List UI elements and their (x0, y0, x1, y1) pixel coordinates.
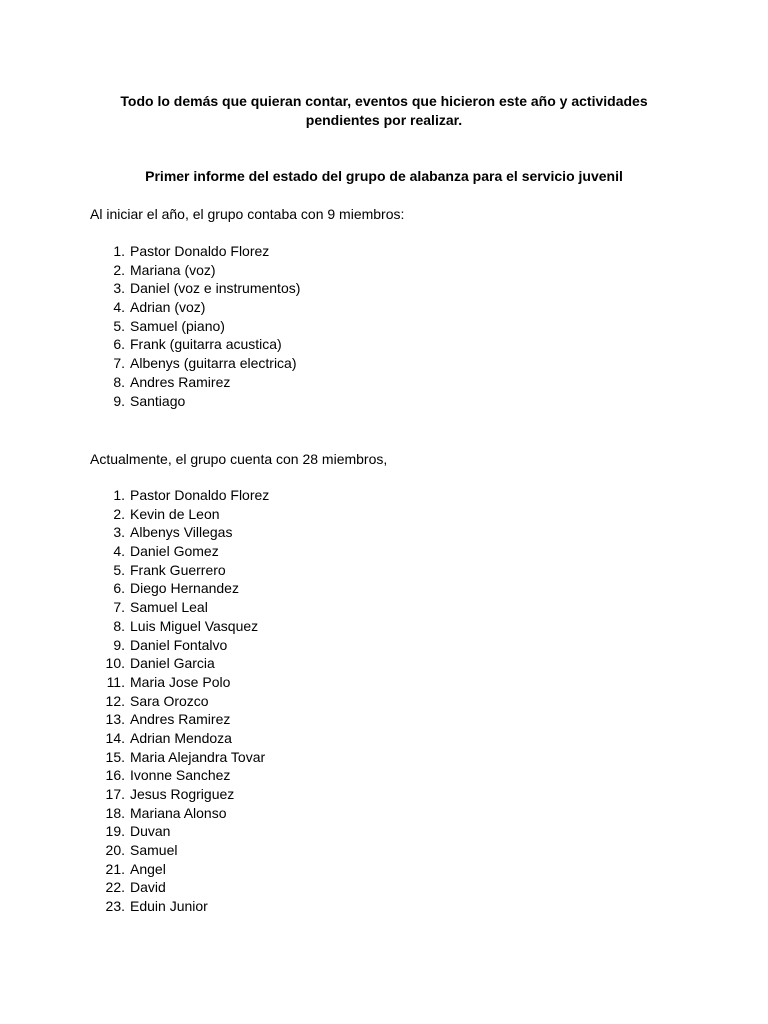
list-item-number: 11. (106, 673, 125, 690)
list-item-number: 4. (113, 299, 125, 316)
list-item-number: 13. (105, 711, 125, 728)
list-item (90, 692, 269, 711)
member-name: Albenys Villegas (130, 524, 233, 541)
list-item-number: 9. (113, 392, 125, 409)
member-name: Andres Ramirez (130, 711, 231, 728)
list-item-number: 18. (105, 804, 125, 821)
member-name: Mariana Alonso (130, 804, 227, 821)
list-item (90, 261, 300, 280)
list-item-number: 6. (113, 336, 125, 353)
list-item-number: 21. (105, 860, 125, 877)
list-item-number: 2. (113, 261, 125, 278)
member-name: Kevin de Leon (130, 505, 220, 522)
list-item (90, 279, 300, 298)
list-item (90, 897, 269, 916)
list-item-number: 20. (105, 842, 125, 859)
list-item-number: 6. (113, 580, 125, 597)
member-name: Mariana (voz) (130, 261, 216, 278)
member-name: Pastor Donaldo Florez (130, 243, 270, 259)
member-name: Santiago (130, 392, 186, 409)
member-name: Maria Jose Polo (130, 673, 231, 690)
list-item-number: 15. (105, 748, 125, 765)
list-item-number: 8. (113, 373, 125, 390)
member-name: Andres Ramirez (130, 373, 231, 390)
member-name: Jesus Rogriguez (130, 786, 235, 802)
list-item-number: 23. (105, 898, 125, 915)
list-item-number: 22. (105, 879, 125, 896)
list-item (90, 617, 269, 636)
list-item-number: 14. (105, 729, 125, 746)
list-item-number: 7. (113, 599, 125, 616)
list-item-number: 1. (113, 487, 125, 503)
list-item-number: 5. (113, 561, 125, 578)
list-item (90, 486, 269, 505)
list-item-number: 3. (113, 280, 125, 297)
list-item-number: 1. (113, 243, 125, 259)
list-item-number: 8. (113, 617, 125, 634)
member-name: Daniel Garcia (130, 655, 215, 672)
member-name: David (130, 879, 166, 896)
current-members-list (90, 486, 269, 916)
list-item (90, 505, 269, 524)
list-item-number: 17. (105, 786, 125, 802)
member-name: Luis Miguel Vasquez (130, 617, 259, 634)
member-name: Daniel (voz e instrumentos) (130, 280, 301, 297)
list-item-number: 16. (105, 767, 125, 784)
list-item (90, 373, 300, 392)
list-item (90, 542, 269, 561)
member-name: Daniel Gomez (130, 543, 219, 560)
member-name: Samuel Leal (130, 599, 208, 616)
report-title: Primer informe del estado del grupo de alabanza para el servicio juvenil (145, 168, 623, 184)
member-name: Sara Orozco (130, 692, 209, 709)
member-name: Frank (guitarra acustica) (130, 336, 282, 353)
list-item-number: 19. (105, 823, 125, 840)
list-item-number: 10. (105, 655, 125, 672)
list-item-number: 4. (113, 543, 125, 560)
list-item-number: 12. (105, 692, 125, 709)
member-name: Adrian (voz) (130, 299, 206, 316)
list-item (90, 298, 300, 317)
member-name: Eduin Junior (130, 898, 208, 915)
list-item (90, 392, 300, 411)
member-name: Samuel (130, 842, 178, 859)
intro-current-members: Actualmente, el grupo cuenta con 28 miembros, (90, 451, 388, 467)
list-item-number: 9. (113, 636, 125, 653)
member-name: Maria Alejandra Tovar (130, 748, 266, 765)
list-item (90, 729, 269, 748)
list-item (90, 860, 269, 879)
initial-members-list (90, 242, 300, 410)
list-item (90, 841, 269, 860)
list-item (90, 354, 300, 373)
list-item-number: 3. (113, 524, 125, 541)
list-item (90, 598, 269, 617)
list-item (90, 766, 269, 785)
section-heading-events: Todo lo demás que quieran contar, eventos que hicieron este año y actividades pendientes por realizar. (120, 93, 648, 128)
member-name: Albenys (guitarra electrica) (130, 355, 297, 372)
list-item (90, 822, 269, 841)
list-item (90, 804, 269, 823)
list-item (90, 878, 269, 897)
member-name: Angel (130, 860, 166, 877)
intro-initial-members: Al iniciar el año, el grupo contaba con 9 miembros: (90, 206, 405, 222)
member-name: Frank Guerrero (130, 561, 226, 578)
list-item (90, 673, 269, 692)
member-name: Samuel (piano) (130, 317, 225, 334)
list-item (90, 523, 269, 542)
member-name: Pastor Donaldo Florez (130, 487, 270, 503)
member-name: Adrian Mendoza (130, 729, 232, 746)
member-name: Duvan (130, 823, 171, 840)
list-item (90, 335, 300, 354)
member-name: Daniel Fontalvo (130, 636, 228, 653)
member-name: Diego Hernandez (130, 580, 239, 597)
member-name: Ivonne Sanchez (130, 767, 231, 784)
list-item (90, 785, 269, 804)
list-item (90, 317, 300, 336)
list-item (90, 636, 269, 655)
list-item (90, 748, 269, 767)
list-item-number: 5. (113, 317, 125, 334)
list-item (90, 561, 269, 580)
list-item-number: 2. (113, 505, 125, 522)
list-item (90, 242, 300, 261)
list-item (90, 710, 269, 729)
list-item (90, 579, 269, 598)
list-item-number: 7. (113, 355, 125, 372)
list-item (90, 654, 269, 673)
